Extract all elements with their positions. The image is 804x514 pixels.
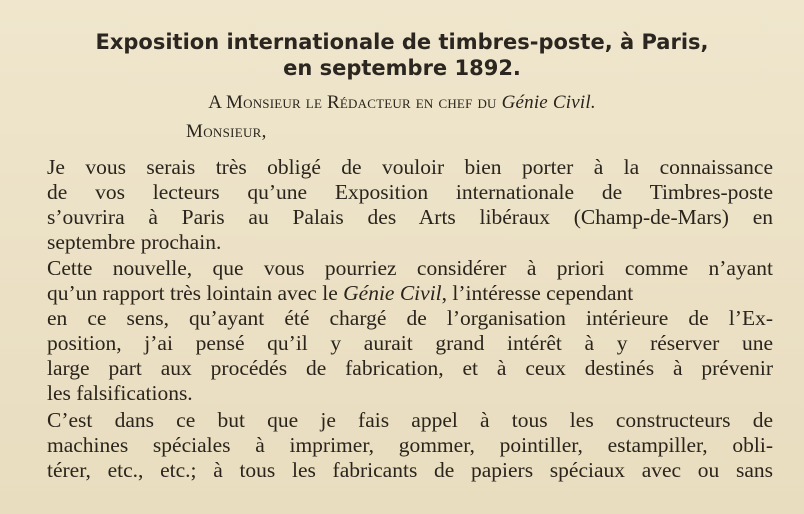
body-line: machines spéciales à imprimer, gommer, pointiller, estampiller, obli- bbox=[47, 433, 773, 457]
address-prefix: A Monsieur le Rédacteur en chef du bbox=[208, 92, 502, 113]
body-line: s’ouvrira à Paris au Palais des Arts libéraux (Champ-de-Mars) en bbox=[47, 205, 773, 229]
article-title-line-2: en septembre 1892. bbox=[283, 56, 521, 80]
address-journal: Génie Civil. bbox=[501, 92, 596, 113]
salutation: Monsieur, bbox=[186, 121, 267, 142]
body-text: qu’un rapport très lointain avec le bbox=[47, 281, 344, 305]
body-line bbox=[47, 281, 773, 305]
address-line bbox=[0, 92, 804, 114]
body-line: en ce sens, qu’ayant été chargé de l’organisation intérieure de l’Ex- bbox=[47, 306, 773, 330]
body-line: Cette nouvelle, que vous pourriez considérer à priori comme n’ayant bbox=[47, 256, 773, 280]
body-line: de vos lecteurs qu’une Exposition internationale de Timbres-poste bbox=[47, 180, 773, 204]
journal-name: Génie Civil bbox=[343, 281, 442, 305]
body-line: septembre prochain. bbox=[47, 230, 222, 254]
body-line: les falsifications. bbox=[47, 381, 193, 405]
body-line: position, j’ai pensé qu’il y aurait grand intérêt à y réserver une bbox=[47, 331, 773, 355]
body-text: , l’intéresse cependant bbox=[441, 281, 634, 305]
body-line: C’est dans ce but que je fais appel à tous les constructeurs de bbox=[47, 408, 773, 432]
body-line: large part aux procédés de fabrication, et à ceux destinés à prévenir bbox=[47, 356, 773, 380]
body-line: térer, etc., etc.; à tous les fabricants de papiers spéciaux avec ou sans bbox=[47, 458, 773, 482]
article-title-line-1: Exposition internationale de timbres-poste, à Paris, bbox=[95, 30, 709, 54]
body-line: Je vous serais très obligé de vouloir bien porter à la connaissance bbox=[47, 155, 773, 179]
